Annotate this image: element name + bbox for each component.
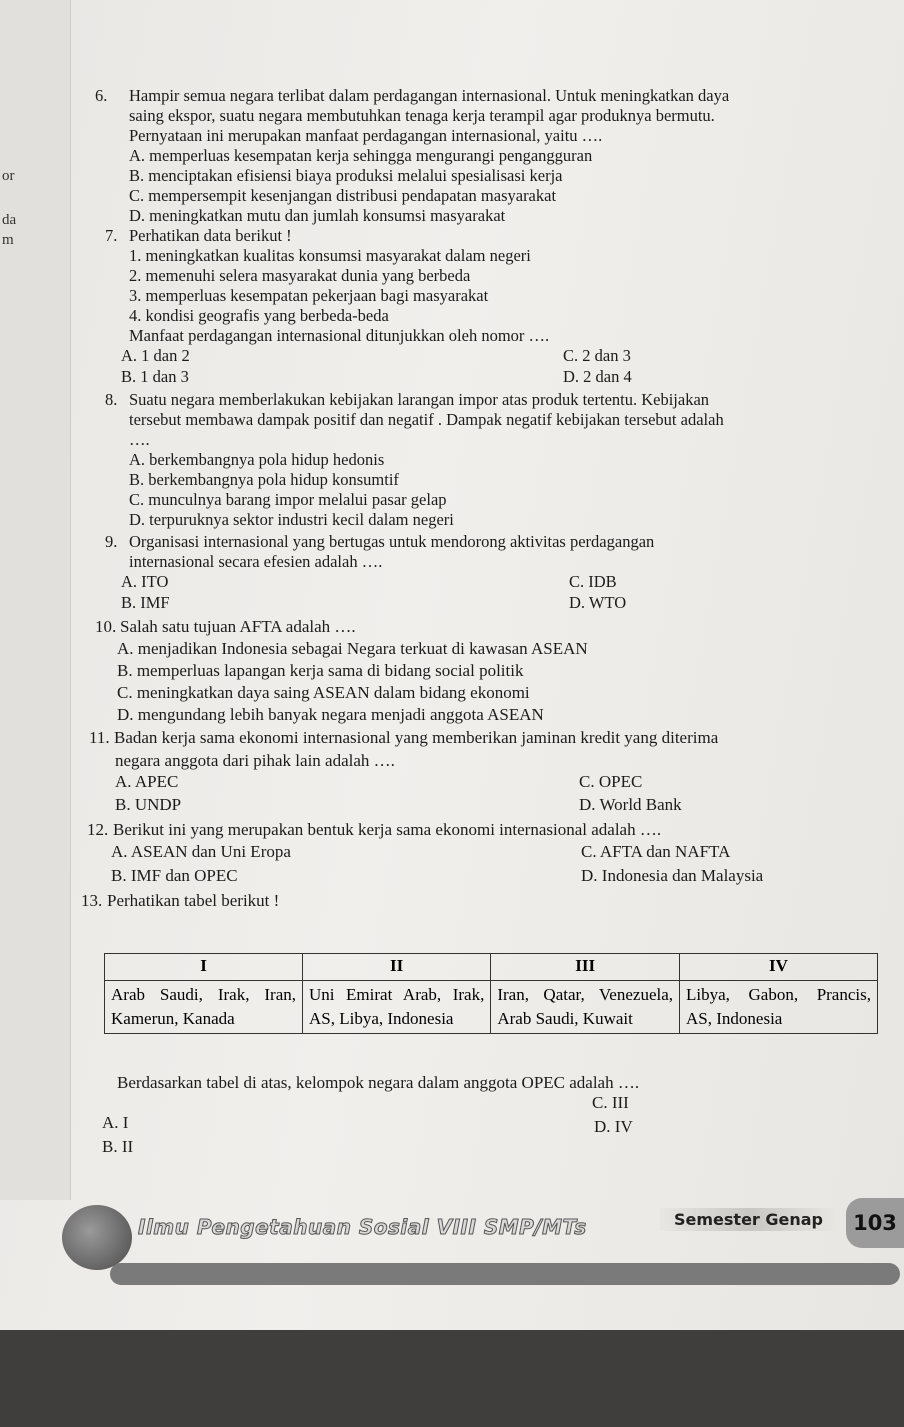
question-number: 11. (89, 728, 110, 747)
option-d: D. WTO (569, 593, 627, 612)
book-title: Ilmu Pengetahuan Sosial VIII SMP/MTs (138, 1215, 587, 1239)
question-text: Perhatikan tabel berikut ! (107, 891, 280, 910)
option-b: B. 1 dan 3 (121, 367, 189, 386)
globe-icon (62, 1205, 132, 1270)
question-number: 10. (95, 617, 117, 636)
option-c: C. mempersempit kesenjangan distribusi pendapatan masyarakat (129, 186, 557, 205)
option-c: C. meningkatkan daya saing ASEAN dalam bidang ekonomi (117, 683, 530, 702)
question-6 (95, 86, 885, 226)
country-group-table (104, 953, 878, 1034)
list-item: 1. meningkatkan kualitas konsumsi masyarakat dalam negeri (129, 246, 531, 265)
table-cell: Arab Saudi, Irak, Iran, Kamerun, Kanada (105, 981, 303, 1034)
table-header: II (303, 954, 491, 981)
question-text: Organisasi internasional yang bertugas untuk mendorong aktivitas perdagangan (129, 532, 655, 551)
table-cell: Uni Emirat Arab, Irak, AS, Libya, Indonesia (303, 981, 491, 1034)
option-b: B. memperluas lapangan kerja sama di bidang social politik (117, 661, 524, 680)
question-text: Berikut ini yang merupakan bentuk kerja sama ekonomi internasional adalah …. (113, 820, 662, 839)
question-number: 13. (81, 891, 103, 910)
option-c: C. munculnya barang impor melalui pasar gelap (129, 490, 447, 509)
option-a: A. menjadikan Indonesia sebagai Negara terkuat di kawasan ASEAN (117, 639, 588, 658)
background-surface (0, 1330, 904, 1427)
option-b: B. IMF (121, 593, 170, 612)
question-7 (95, 226, 885, 388)
option-b: B. berkembangnya pola hidup konsumtif (129, 470, 399, 489)
option-d: D. World Bank (579, 795, 682, 814)
option-c: C. IDB (569, 572, 617, 591)
question-number: 9. (105, 532, 118, 551)
question-text: internasional secara efesien adalah …. (129, 552, 383, 571)
table-header: I (105, 954, 303, 981)
semester-label: Semester Genap (660, 1208, 837, 1231)
question-10 (95, 616, 885, 726)
adjacent-page-edge (0, 0, 71, 1200)
option-b: B. II (102, 1137, 134, 1156)
option-d: D. IV (594, 1117, 633, 1136)
table-cell: Libya, Gabon, Prancis, AS, Indonesia (680, 981, 878, 1034)
page-number: 103 (846, 1198, 904, 1248)
question-text: Suatu negara memberlakukan kebijakan larangan impor atas produk tertentu. Kebijakan (129, 390, 710, 409)
option-b: B. IMF dan OPEC (111, 866, 238, 885)
question-8 (95, 390, 885, 530)
question-text: Manfaat perdagangan internasional ditunjukkan oleh nomor …. (129, 326, 550, 345)
option-b: B. UNDP (115, 795, 182, 814)
question-number: 8. (105, 390, 118, 409)
option-b: B. menciptakan efisiensi biaya produksi melalui spesialisasi kerja (129, 166, 563, 185)
question-text: Salah satu tujuan AFTA adalah …. (120, 617, 356, 636)
question-number: 12. (87, 820, 109, 839)
option-a: A. ITO (121, 572, 169, 591)
option-a: A. memperluas kesempatan kerja sehingga mengurangi pengangguran (129, 146, 593, 165)
option-c: C. AFTA dan NAFTA (581, 842, 731, 861)
list-item: 2. memenuhi selera masyarakat dunia yang berbeda (129, 266, 471, 285)
option-c: C. 2 dan 3 (563, 346, 631, 365)
margin-fragment: da (2, 212, 17, 228)
question-text: Perhatikan data berikut ! (129, 226, 292, 245)
option-d: D. meningkatkan mutu dan jumlah konsumsi masyarakat (129, 206, 506, 225)
question-12 (87, 818, 885, 890)
option-c: C. III (592, 1093, 629, 1112)
question-text: negara anggota dari pihak lain adalah …. (115, 751, 395, 770)
option-d: D. terpuruknya sektor industri kecil dalam negeri (129, 510, 454, 529)
question-text: tersebut membawa dampak positif dan negatif . Dampak negatif kebijakan tersebut adalah (129, 410, 724, 429)
question-text: saing ekspor, suatu negara membutuhkan tenaga kerja terampil agar produknya bermutu. (129, 106, 715, 125)
question-13 (81, 890, 885, 912)
table-header: III (491, 954, 680, 981)
question-list (81, 86, 885, 912)
question-text: Hampir semua negara terlibat dalam perdagangan internasional. Untuk meningkatkan daya (129, 86, 730, 105)
margin-fragment: or (2, 168, 15, 184)
question-text: Pernyataan ini merupakan manfaat perdagangan internasional, yaitu …. (129, 126, 603, 145)
question-number: 6. (95, 86, 108, 105)
option-a: A. APEC (115, 772, 179, 791)
q13-question: Berdasarkan tabel di atas, kelompok negara dalam anggota OPEC adalah …. (117, 1073, 640, 1092)
option-d: D. 2 dan 4 (563, 367, 632, 386)
footer-band (110, 1263, 900, 1285)
question-11 (89, 726, 885, 818)
list-item: 4. kondisi geografis yang berbeda-beda (129, 306, 389, 325)
question-text: Badan kerja sama ekonomi internasional yang memberikan jaminan kredit yang diterima (114, 728, 719, 747)
option-d: D. Indonesia dan Malaysia (581, 866, 764, 885)
question-text: …. (129, 430, 150, 449)
option-a: A. berkembangnya pola hidup hedonis (129, 450, 385, 469)
option-a: A. ASEAN dan Uni Eropa (111, 842, 291, 861)
option-c: C. OPEC (579, 772, 643, 791)
option-a: A. I (102, 1113, 129, 1132)
option-d: D. mengundang lebih banyak negara menjadi anggota ASEAN (117, 705, 544, 724)
option-a: A. 1 dan 2 (121, 346, 190, 365)
table-cell: Iran, Qatar, Venezuela, Arab Saudi, Kuwait (491, 981, 680, 1034)
question-number: 7. (105, 226, 118, 245)
list-item: 3. memperluas kesempatan pekerjaan bagi masyarakat (129, 286, 489, 305)
table-header: IV (680, 954, 878, 981)
question-9 (95, 532, 885, 614)
margin-fragment: m (2, 232, 14, 248)
